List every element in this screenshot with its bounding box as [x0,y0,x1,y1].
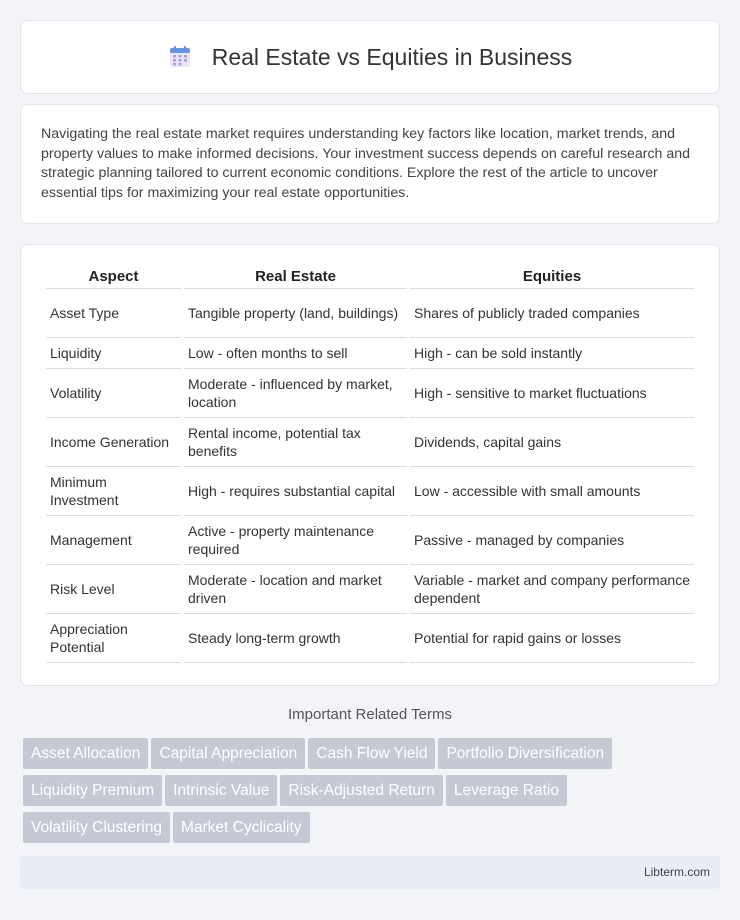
table-cell: Shares of publicly traded companies [410,289,694,338]
term-tag[interactable]: Market Cyclicality [173,812,310,843]
term-tag[interactable]: Asset Allocation [23,738,148,769]
table-cell: Dividends, capital gains [410,418,694,467]
table-row [46,289,694,338]
table-cell: High - sensitive to market fluctuations [410,369,694,418]
table-cell: Risk Level [46,565,181,614]
table-cell: High - requires substantial capital [184,467,407,516]
table-cell: Moderate - influenced by market, location [184,369,407,418]
calendar-icon [168,45,192,69]
table-row [46,565,694,614]
table-row [46,418,694,467]
page-title: Real Estate vs Equities in Business [211,43,573,70]
table-cell: Moderate - location and market driven [184,565,407,614]
term-tag[interactable]: Liquidity Premium [23,775,162,806]
term-tag[interactable]: Risk-Adjusted Return [280,775,442,806]
table-cell: Volatility [46,369,181,418]
header-aspect: Aspect [46,267,181,289]
table-cell: Minimum Investment [46,467,181,516]
table-row [46,614,694,663]
term-tag[interactable]: Intrinsic Value [165,775,277,806]
intro-card [20,104,720,224]
table-cell: Passive - managed by companies [410,516,694,565]
table-cell: Potential for rapid gains or losses [410,614,694,663]
term-tag[interactable]: Cash Flow Yield [308,738,435,769]
related-terms-title: Important Related Terms [288,706,452,723]
table-cell: Appreciation Potential [46,614,181,663]
table-cell: Liquidity [46,338,181,369]
table-cell: High - can be sold instantly [410,338,694,369]
table-cell: Rental income, potential tax benefits [184,418,407,467]
term-tag[interactable]: Leverage Ratio [446,775,567,806]
table-cell: Asset Type [46,289,181,338]
related-terms-list [23,738,723,849]
table-cell: Income Generation [46,418,181,467]
footer [20,856,720,889]
table-cell: Low - often months to sell [184,338,407,369]
table-row [46,369,694,418]
table-cell: Low - accessible with small amounts [410,467,694,516]
intro-text: Navigating the real estate market requires understanding key factors like location, market trends, and property values to make informed decisions. Your investment success depends on careful research and strategic planning tailored to current economic conditions. Explore the rest of the article to uncover essential tips for maximizing your real estate opportunities. [41,126,691,201]
table-cell: Steady long-term growth [184,614,407,663]
table-cell: Active - property maintenance required [184,516,407,565]
table-header-row [46,267,694,289]
term-tag[interactable]: Portfolio Diversification [438,738,612,769]
comparison-table [43,267,697,663]
term-tag[interactable]: Volatility Clustering [23,812,170,843]
header-equities: Equities [410,267,694,289]
table-cell: Variable - market and company performance dependent [410,565,694,614]
term-tag[interactable]: Capital Appreciation [151,738,305,769]
table-row [46,516,694,565]
table-cell: Tangible property (land, buildings) [184,289,407,338]
header-real-estate: Real Estate [184,267,407,289]
table-row [46,338,694,369]
table-row [46,467,694,516]
footer-site-link[interactable]: Libterm.com [643,865,710,879]
table-cell: Management [46,516,181,565]
comparison-table-card [20,244,720,686]
header-card [20,20,720,94]
